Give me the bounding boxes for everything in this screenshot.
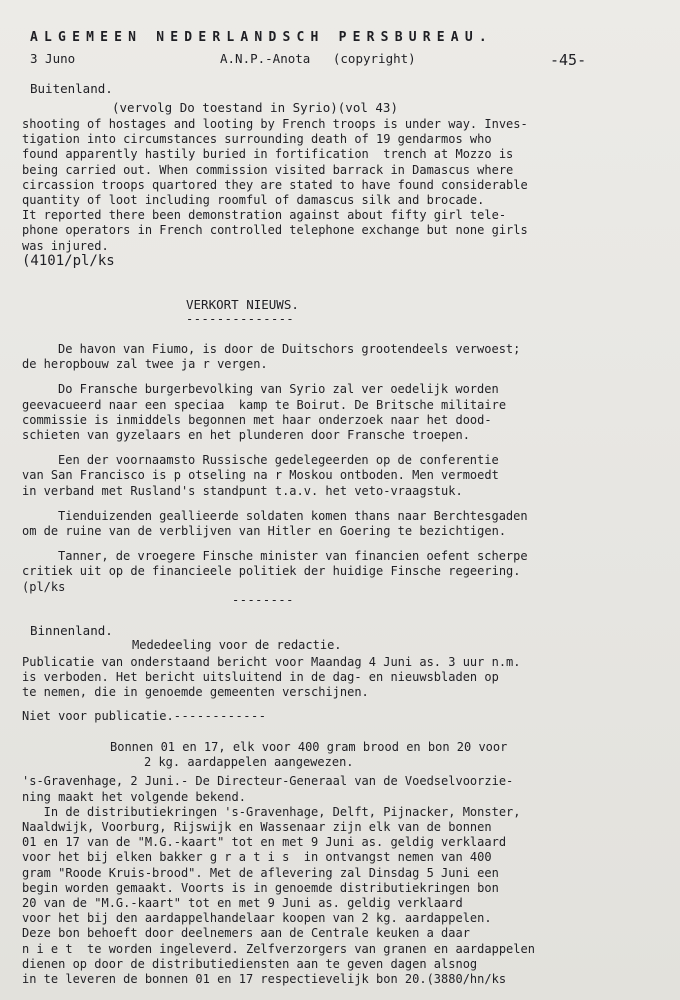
text-line: 's-Gravenhage, 2 Juni.- De Directeur-Generaal van de Voedselvoorzie- <box>22 774 514 789</box>
section-separator: -------- <box>232 592 294 607</box>
text-line: critiek uit op de financieele politiek der huidige Finsche regeering. <box>22 564 521 579</box>
bulletin-header <box>22 51 666 69</box>
text-line: phone operators in French controlled telephone exchange but none girls <box>22 223 528 238</box>
syria-story-text <box>22 117 666 269</box>
text-line: shooting of hostages and looting by French troops is under way. Inves- <box>22 117 528 131</box>
text-line: dienen op door de distributiediensten aan te geven dagen alsnog <box>22 956 478 971</box>
text-line: is verboden. Het bericht uitsluitend in de dag- en nieuwsbladen op <box>22 670 499 685</box>
text-line: Een der voornaamsto Russische gedelegeerden op de conferentie <box>58 453 499 468</box>
page-number: -45- <box>550 51 587 69</box>
text-line: voor het bij den aardappelhandelaar koopen van 2 kg. aardappelen. <box>22 911 492 926</box>
news-paragraph-berchtesgaden <box>22 509 666 539</box>
text-line: Tienduizenden geallieerde soldaten komen thans naar Berchtesgaden <box>58 508 528 523</box>
text-line: tigation into circumstances surrounding death of 19 gendarmos who <box>22 132 492 147</box>
text-line: found apparently hastily buried in fortification trench at Mozzo is <box>22 147 514 162</box>
text-line: geevacueerd naar een speciaa kamp te Boirut. De Britsche militaire <box>22 397 507 412</box>
text-line: te nemen, die in genoemde gemeenten verschijnen. <box>22 685 369 700</box>
embargo-underline: ------------ <box>173 708 267 723</box>
bulletin-date: 3 Juno <box>30 51 76 66</box>
text-line: in verband met Rusland's standpunt t.a.v. het veto-vraagstuk. <box>22 483 463 498</box>
editorial-notice-text <box>22 655 666 701</box>
not-for-publication-label: Niet voor publicatie. <box>22 708 174 723</box>
news-paragraph-fiume <box>22 342 666 372</box>
text-line: gram "Roode Kruis-brood". Met de aflevering zal Dinsdag 5 Juni een <box>22 865 499 880</box>
text-line: n i e t te worden ingeleverd. Zelfverzorgers van granen en aardappelen <box>22 941 535 956</box>
story-reference: (pl/ks <box>22 579 66 594</box>
text-line: Publicatie van onderstaand bericht voor Maandag 4 Juni as. 3 uur n.m. <box>22 655 521 670</box>
text-line: commissie is inmiddels begonnen met haar onderzoek naar het dood- <box>22 412 492 427</box>
bulletin-title: A.N.P.-Anota (copyright) <box>220 51 416 66</box>
text-line: begin worden gemaakt. Voorts is in genoemde distributiekringen bon <box>22 880 499 895</box>
headline-line: Bonnen 01 en 17, elk voor 400 gram brood en bon 20 voor <box>110 739 508 754</box>
text-line: schieten van gyzelaars en het plunderen door Fransche troepen. <box>22 428 470 443</box>
text-line: om de ruine van de verblijven van Hitler en Goering te bezichtigen. <box>22 524 507 539</box>
text-line: van San Francisco is p otseling na r Moskou ontboden. Men vermoedt <box>22 468 499 483</box>
text-line: It reported there been demonstration against about fifty girl tele- <box>22 208 507 223</box>
text-line: 20 van de "M.G.-kaart" tot en met 9 Juni as. geldig verklaard <box>22 895 463 910</box>
text-line: Tanner, de vroegere Finsche minister van financien oefent scherpe <box>58 549 528 564</box>
text-line: in te leveren de bonnen 01 en 17 respectievelijk bon 20.(3880/hn/ks <box>22 971 507 986</box>
text-line: ning maakt het volgende bekend. <box>22 789 246 804</box>
news-paragraph-san-francisco <box>22 453 666 499</box>
bread-vouchers-headline <box>22 740 666 770</box>
story-reference: (4101/pl/ks <box>22 252 115 269</box>
agency-name: ALGEMEEN NEDERLANDSCH PERSBUREAU. <box>30 30 493 45</box>
story-continuation-title: (vervolg Do toestand in Syrio)(vol 43) <box>112 100 398 115</box>
text-line: was injured. <box>22 238 109 253</box>
text-line: Deze bon behoeft door deelnemers aan de Centrale keuken a daar <box>22 926 470 941</box>
section-title-verkort-nieuws: VERKORT NIEUWS. <box>186 297 299 313</box>
text-line: Do Fransche burgerbevolking van Syrio zal ver oedelijk worden <box>58 382 499 397</box>
text-line: circassion troops quartored they are stated to have found considerable <box>22 177 528 192</box>
text-line: quantity of loot including roomful of damascus silk and brocade. <box>22 193 485 208</box>
text-line: Naaldwijk, Voorburg, Rijswijk en Wassenaar zijn elk van de bonnen <box>22 819 492 834</box>
text-line: de heropbouw zal twee ja r vergen. <box>22 357 268 372</box>
headline-line: 2 kg. aardappelen aangewezen. <box>144 755 354 770</box>
text-line: being carried out. When commission visited barrack in Damascus where <box>22 162 514 177</box>
text-line: voor het bij elken bakker g r a t i s in ontvangst nemen van 400 <box>22 850 492 865</box>
text-line: In de distributiekringen 's-Gravenhage, Delft, Pijnacker, Monster, <box>22 804 521 819</box>
section-label-buitenland: Buitenland. <box>30 81 113 96</box>
text-line: 01 en 17 van de "M.G.-kaart" tot en met 9 Juni as. geldig verklaard <box>22 835 507 850</box>
bread-vouchers-story <box>22 774 666 987</box>
editorial-notice-title: Mededeeling voor de redactie. <box>132 637 342 652</box>
news-paragraph-syria <box>22 382 666 443</box>
title-underline: -------------- <box>186 312 295 327</box>
news-paragraph-tanner <box>22 549 666 607</box>
embargo-line <box>22 709 666 724</box>
text-line: De havon van Fiumo, is door de Duitschors grootendeels verwoest; <box>58 342 521 357</box>
section-label-binnenland: Binnenland. <box>30 622 113 638</box>
